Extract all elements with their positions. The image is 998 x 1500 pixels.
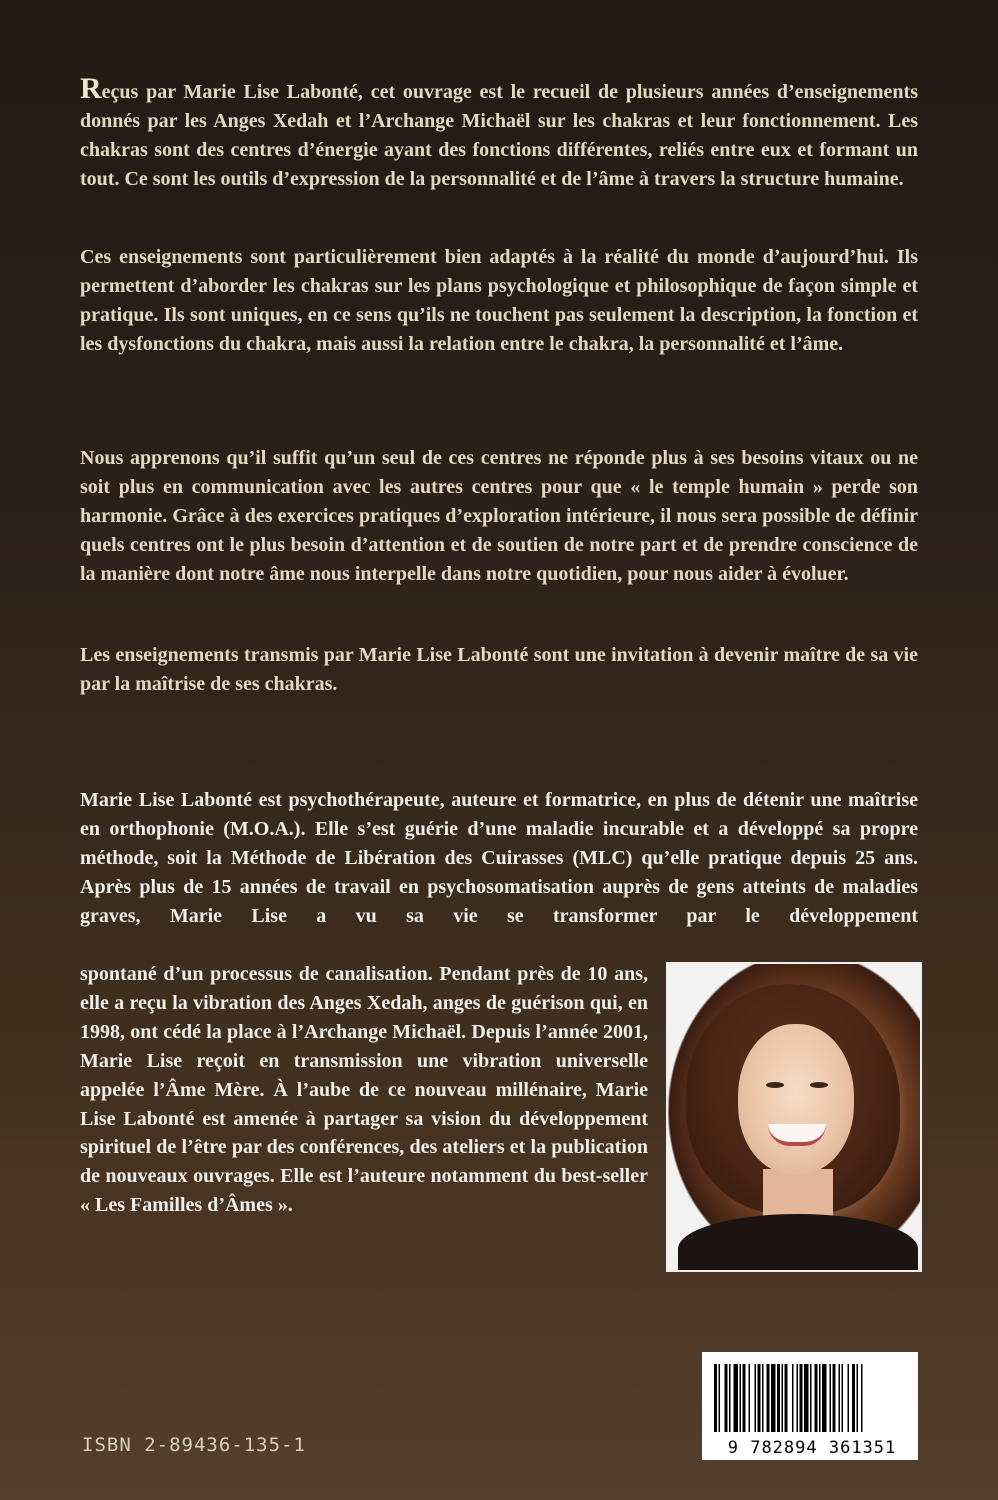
barcode-bar: [758, 1364, 761, 1432]
barcode-bar: [771, 1364, 776, 1432]
barcode-number: 9 782894 361351: [727, 1438, 897, 1458]
author-photo-eye-left: [766, 1082, 784, 1088]
barcode-bar: [797, 1364, 799, 1432]
barcode-bar: [804, 1364, 809, 1432]
barcode-bar: [725, 1364, 728, 1432]
barcode: [702, 1352, 918, 1460]
barcode-bar: [729, 1364, 731, 1432]
author-photo-dress: [678, 1214, 918, 1272]
blurb-paragraph-4: Les enseignements transmis par Marie Lise Labonté sont une invitation à devenir maître de sa vie par la maîtrise de ses chakras.: [80, 644, 918, 695]
author-photo-neck: [763, 1169, 833, 1219]
barcode-bar: [833, 1364, 836, 1432]
barcode-bar: [792, 1364, 794, 1432]
barcode-bar: [842, 1364, 844, 1432]
barcode-bar: [762, 1364, 764, 1432]
barcode-bar: [782, 1364, 784, 1432]
barcode-bar: [848, 1364, 850, 1432]
barcode-bar: [777, 1364, 780, 1432]
drop-cap: R: [80, 72, 102, 105]
barcode-bar: [830, 1364, 832, 1432]
barcode-bar: [857, 1364, 859, 1432]
barcode-bar: [785, 1364, 788, 1432]
barcode-bar: [743, 1364, 746, 1432]
barcode-bar: [749, 1364, 751, 1432]
blurb-paragraph-2: Ces enseignements sont particulièrement bien adaptés à la réalité du monde d’aujourd’hui. Ils permettent d’aborder les chakras sur les plans psychologique et philosophique de façon simple et pratique. Ils sont uniques, en ce sens qu’ils ne touchent pas seulement la description, la fonction et les dysfonctions du chakra, mais aussi la relation entre le chakra, la personnalité et l’âme.: [80, 246, 918, 355]
barcode-bar: [810, 1364, 812, 1432]
blurb-paragraph-1-text: eçus par Marie Lise Labonté, cet ouvrage est le recueil de plusieurs années d’enseignements donnés par les Anges Xedah et l’Archange Michaël sur les chakras et leur fonctionnement. Les chakras sont des centres d’énergie ayant des fonctions différentes, reliés entre eux et formant un tout. Ce sont les outils d’expression de la personnalité et de l’âme à travers la structure humaine.: [80, 81, 918, 190]
blurb-paragraph-3: Nous apprenons qu’il suffit qu’un seul de ces centres ne réponde plus à ses besoins vitaux ou ne soit plus en communication avec les autres centres pour que « le temple humain » perde son harmonie. Grâce à des exercices pratiques d’exploration intérieure, il nous sera possible de définir quels centres ont le plus besoin d’attention et de soutien de notre part et de prendre conscience de la manière dont notre âme nous interpelle dans notre quotidien, pour nous aider à évoluer.: [80, 447, 918, 585]
barcode-bar: [734, 1364, 739, 1432]
barcode-bars: [714, 1364, 910, 1436]
barcode-bar: [839, 1364, 841, 1432]
barcode-bar: [714, 1364, 717, 1432]
barcode-bar: [719, 1364, 721, 1432]
barcode-bar: [822, 1364, 827, 1432]
barcode-bar: [740, 1364, 742, 1432]
author-bio-full-width: Marie Lise Labonté est psychothérapeute, auteure et formatrice, en plus de détenir une maîtrise en orthophonie (M.O.A.). Elle s’est guérie d’une maladie incurable et a développé sa propre méthode, soit la Méthode de Libération des Cuirasses (MLC) qu’elle pratique depuis 25 ans. Après plus de 15 années de travail en psychosomatisation auprès de gens atteints de maladies graves, Marie Lise a vu sa vie se transformer par le développement: [80, 789, 918, 927]
barcode-bar: [767, 1364, 770, 1432]
barcode-bar: [815, 1364, 818, 1432]
author-photo-face: [738, 1024, 854, 1174]
barcode-bar: [800, 1364, 803, 1432]
isbn-label: ISBN 2-89436-135-1: [82, 1434, 306, 1456]
author-bio-column: spontané d’un processus de canalisation. Pendant près de 10 ans, elle a reçu la vibration des Anges Xedah, anges de guérison qui, en 1998, ont cédé la place à l’Archange Michaël. Depuis l’année 2001, Marie Lise reçoit en transmission une vibration universelle appelée l’Âme Mère. À l’aube de ce nouveau millénaire, Marie Lise Labonté est amenée à partager sa vision du développement spirituel de l’être par des conférences, des ateliers et la publication de nouveaux ouvrages. Elle est l’auteure notamment du best-seller « Les Familles d’Âmes ».: [80, 963, 648, 1217]
barcode-bar: [861, 1364, 863, 1432]
author-photo: [666, 962, 922, 1272]
blurb-paragraph-1: [80, 74, 918, 194]
barcode-bar: [852, 1364, 855, 1432]
barcode-bar: [819, 1364, 821, 1432]
barcode-bar: [755, 1364, 757, 1432]
author-photo-eye-right: [810, 1082, 828, 1088]
